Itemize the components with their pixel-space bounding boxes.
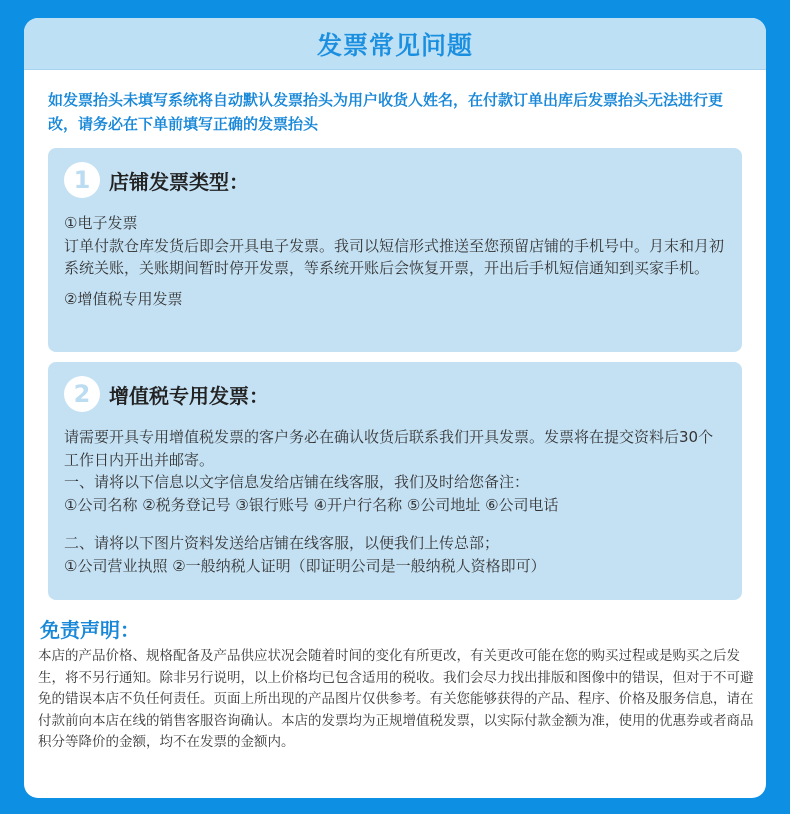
section-vat-invoice bbox=[48, 362, 742, 600]
vat-step-two-text: 二、请将以下图片资料发送给店铺在线客服，以便我们上传总部； bbox=[64, 534, 500, 552]
vat-intro-text: 请需要开具专用增值税发票的客户务必在确认收货后联系我们开具发票。发票将在提交资料后30个工作日内开出并邮寄。 bbox=[64, 428, 714, 469]
section-header bbox=[64, 374, 726, 414]
section-body bbox=[64, 212, 726, 310]
section-title: 店铺发票类型： bbox=[109, 169, 249, 194]
card-header bbox=[24, 18, 766, 70]
number-badge: 2 bbox=[64, 376, 100, 412]
item-label-vat-invoice: ②增值税专用发票 bbox=[64, 289, 183, 308]
item-text-e-invoice: 订单付款仓库发货后即会开具电子发票。我司以短信形式推送至您预留店铺的手机号中。月末和月初系统关账，关账期间暂时停开发票，等系统开账后会恢复开票，开出后手机短信通知到买家手机。 bbox=[64, 236, 725, 277]
disclaimer-text: 本店的产品价格、规格配备及产品供应状况会随着时间的变化有所更改，有关更改可能在您的购买过程或是购买之后发生，将不另行通知。除非另行说明，以上价格均已包含适用的税收。我们会尽力找出排版和图像中的错误，但对于不可避免的错误本店不负任何责任。页面上所出现的产品图片仅供参考。有关您能够获得的产品、程序、价格及服务信息，请在付款前向本店在线的销售客服咨询确认。本店的发票均为正规增值税发票，以实际付款金额为准，使用的优惠券或者商品积分等降价的金额，均不在发票的金额内。 bbox=[38, 648, 754, 750]
vat-step-one-items: ①公司名称 ②税务登记号 ③银行账号 ④开户行名称 ⑤公司地址 ⑥公司电话 bbox=[64, 495, 559, 514]
invoice-title-notice: 如发票抬头未填写系统将自动默认发票抬头为用户收货人姓名，在付款订单出库后发票抬头无法进行更改，请务必在下单前填写正确的发票抬头 bbox=[48, 91, 724, 133]
item-label-e-invoice: ①电子发票 bbox=[64, 214, 138, 232]
page-title: 发票常见问题 bbox=[316, 30, 473, 60]
vat-step-one-text: 一、请将以下信息以文字信息发给店铺在线客服，我们及时给您备注： bbox=[64, 473, 530, 491]
number-badge: 1 bbox=[64, 162, 100, 198]
vat-step-two-items: ①公司营业执照 ②一般纳税人证明（即证明公司是一般纳税人资格即可） bbox=[64, 556, 546, 575]
section-header bbox=[64, 160, 726, 200]
section-title: 增值税专用发票： bbox=[109, 383, 269, 408]
section-body bbox=[64, 426, 726, 577]
disclaimer-title: 免责声明： bbox=[40, 618, 140, 642]
section-invoice-types bbox=[48, 148, 742, 352]
invoice-faq-card bbox=[24, 18, 766, 798]
